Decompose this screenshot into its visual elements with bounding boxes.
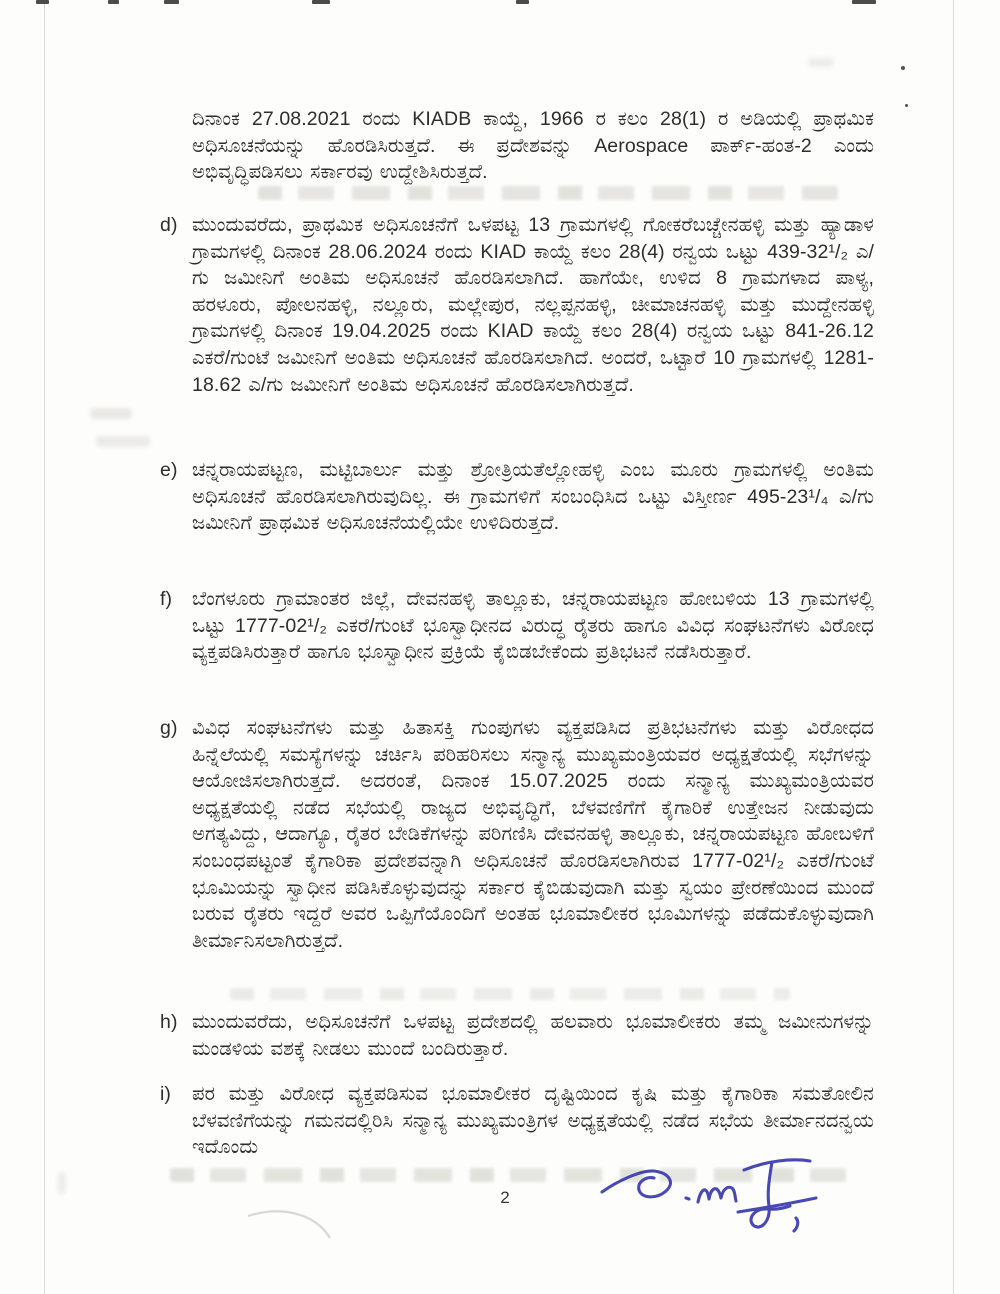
bleed-through-smudge — [90, 408, 132, 419]
bleed-through-text — [258, 186, 838, 200]
bleed-through-text — [230, 988, 790, 1000]
paragraph-d-text: ಮುಂದುವರೆದು, ಪ್ರಾಥಮಿಕ ಅಧಿಸೂಚನೆಗೆ ಒಳಪಟ್ಟ 13 ಗ್ರಾಮಗಳಲ್ಲಿ ಗೋಕರೆಬಚ್ಚೇನಹಳ್ಳಿ ಮತ್ತು ಹ್ಯಾಡಾಳ ಗ್ರಾಮಗಳಲ್ಲಿ ದಿನಾಂಕ 28.06.2024 ರಂದು KIAD ಕಾಯ್ದೆ ಕಲಂ 28(4) ರನ್ವಯ ಒಟ್ಟು 439-32¹/₂ ಎ/ಗು ಜಮೀನಿಗೆ ಅಂತಿಮ ಅಧಿಸೂಚನೆ ಹೊರಡಿಸಲಾಗಿದೆ. ಹಾಗೆಯೇ, ಉಳಿದ 8 ಗ್ರಾಮಗಳಾದ ಪಾಳ್ಯ, ಹರಳೂರು, ಪೋಲನಹಳ್ಳಿ, ನಲ್ಲೂರು, ಮಲ್ಲೇಪುರ, ನಲ್ಲಪ್ಪನಹಳ್ಳಿ, ಚೀಮಾಚನಹಳ್ಳಿ ಮತ್ತು ಮುದ್ದೇನಹಳ್ಳಿ ಗ್ರಾಮಗಳಲ್ಲಿ ದಿನಾಂಕ 19.04.2025 ರಂದು KIAD ಕಾಯ್ದೆ ಕಲಂ 28(4) ರನ್ವಯ ಒಟ್ಟು 841-26.12 ಎಕರೆ/ಗುಂಟೆ ಜಮೀನಿಗೆ ಅಂತಿಮ ಅಧಿಸೂಚನೆ ಹೊರಡಿಸಲಾಗಿದೆ. ಅಂದರೆ, ಒಟ್ಟಾರೆ 10 ಗ್ರಾಮಗಳಲ್ಲಿ 1281-18.62 ಎ/ಗು ಜಮೀನಿಗೆ ಅಂತಿಮ ಅಧಿಸೂಚನೆ ಹೊರಡಿಸಲಾಗಿರುತ್ತದೆ. — [192, 214, 874, 396]
paragraph-e-label: e) — [160, 459, 178, 481]
paragraph-i-text: ಪರ ಮತ್ತು ವಿರೋಧ ವ್ಯಕ್ತಪಡಿಸುವ ಭೂಮಾಲೀಕರ ದೃಷ್ಟಿಯಿಂದ ಕೃಷಿ ಮತ್ತು ಕೈಗಾರಿಕಾ ಸಮತೋಲಿನ ಬೆಳವಣಿಗೆಯನ್ನು ಗಮನದಲ್ಲಿರಿಸಿ ಸನ್ಮಾನ್ಯ ಮುಖ್ಯಮಂತ್ರಿಗಳ ಅಧ್ಯಕ್ಷತೆಯಲ್ಲಿ ನಡೆದ ಸಭೆಯ ತೀರ್ಮಾನದನ್ವಯ ಇದೊಂದು — [192, 1083, 874, 1159]
scan-artifact-dash — [852, 0, 876, 4]
intro-paragraph: ದಿನಾಂಕ 27.08.2021 ರಂದು KIADB ಕಾಯ್ದೆ, 1966 ರ ಕಲಂ 28(1) ರ ಅಡಿಯಲ್ಲಿ ಪ್ರಾಥಮಿಕ ಅಧಿಸೂಚನೆಯನ್ನು ಹೊರಡಿಸಿರುತ್ತದೆ. ಈ ಪ್ರದೇಶವನ್ನು Aerospace ಪಾರ್ಕ್-ಹಂತ-2 ಎಂದು ಅಭಿವೃದ್ಧಿಪಡಿಸಲು ಸರ್ಕಾರವು ಉದ್ದೇಶಿಸಿರುತ್ತದೆ. — [192, 108, 874, 184]
paragraph-e-text: ಚನ್ನರಾಯಪಟ್ಟಣ, ಮಟ್ಟಿಬಾರ್ಲು ಮತ್ತು ಶ್ರೋತ್ರಿಯತೆಲ್ಲೋಹಳ್ಳಿ ಎಂಬ ಮೂರು ಗ್ರಾಮಗಳಲ್ಲಿ ಅಂತಿಮ ಅಧಿಸೂಚನೆ ಹೊರಡಿಸಲಾಗಿರುವುದಿಲ್ಲ. ಈ ಗ್ರಾಮಗಳಿಗೆ ಸಂಬಂಧಿಸಿದ ಒಟ್ಟು ವಿಸ್ತೀರ್ಣ 495-23¹/₄ ಎ/ಗು ಜಮೀನಿಗೆ ಪ್ರಾಥಮಿಕ ಅಧಿಸೂಚನೆಯಲ್ಲಿಯೇ ಉಳಿದಿರುತ್ತದೆ. — [192, 459, 874, 535]
paragraph-g — [160, 715, 874, 954]
handwritten-signature — [596, 1146, 832, 1250]
bleed-through-smudge — [96, 436, 150, 447]
scan-artifact-dash — [312, 0, 330, 4]
paragraph-d — [160, 212, 874, 398]
paragraph-f — [160, 586, 874, 666]
bleed-through-smudge — [58, 1172, 66, 1194]
bleed-through-smudge — [808, 58, 834, 67]
paragraph-g-label: g) — [160, 717, 178, 739]
scan-artifact-dash — [164, 0, 179, 4]
paragraph-g-text: ವಿವಿಧ ಸಂಘಟನೆಗಳು ಮತ್ತು ಹಿತಾಸಕ್ತಿ ಗುಂಪುಗಳು ವ್ಯಕ್ತಪಡಿಸಿದ ಪ್ರತಿಭಟನೆಗಳು ಮತ್ತು ವಿರೋಧದ ಹಿನ್ನೆಲೆಯಲ್ಲಿ ಸಮಸ್ಯೆಗಳನ್ನು ಚರ್ಚಿಸಿ ಪರಿಹರಿಸಲು ಸನ್ಮಾನ್ಯ ಮುಖ್ಯಮಂತ್ರಿಯವರ ಅಧ್ಯಕ್ಷತೆಯಲ್ಲಿ ಸಭೆಗಳನ್ನು ಆಯೋಜಿಸಲಾಗಿರುತ್ತದೆ. ಅದರಂತೆ, ದಿನಾಂಕ 15.07.2025 ರಂದು ಸನ್ಮಾನ್ಯ ಮುಖ್ಯಮಂತ್ರಿಯವರ ಅಧ್ಯಕ್ಷತೆಯಲ್ಲಿ ನಡೆದ ಸಭೆಯಲ್ಲಿ ರಾಜ್ಯದ ಅಭಿವೃದ್ಧಿಗೆ, ಬೆಳವಣಿಗೆಗೆ ಕೈಗಾರಿಕೆ ಉತ್ತೇಜನ ನೀಡುವುದು ಅಗತ್ಯವಿದ್ದು, ಆದಾಗ್ಯೂ, ರೈತರ ಬೇಡಿಕೆಗಳನ್ನು ಪರಿಗಣಿಸಿ ದೇವನಹಳ್ಳಿ ತಾಲ್ಲೂಕು, ಚನ್ನರಾಯಪಟ್ಟಣ ಹೋಬಳಿಗೆ ಸಂಬಂಧಪಟ್ಟಂತೆ ಕೈಗಾರಿಕಾ ಪ್ರದೇಶವನ್ನಾಗಿ ಅಧಿಸೂಚನೆ ಹೊರಡಿಸಲಾಗಿರುವ 1777-02¹/₂ ಎಕರೆ/ಗುಂಟೆ ಭೂಮಿಯನ್ನು ಸ್ವಾಧೀನ ಪಡಿಸಿಕೊಳ್ಳುವುದನ್ನು ಸರ್ಕಾರ ಕೈಬಿಡುವುದಾಗಿ ಮತ್ತು ಸ್ವಯಂ ಪ್ರೇರಣೆಯಿಂದ ಮುಂದೆ ಬರುವ ರೈತರು ಇದ್ದರೆ ಅವರ ಒಪ್ಪಿಗೆಯೊಂದಿಗೆ ಅಂತಹ ಭೂಮಾಲೀಕರ ಭೂಮಿಗಳನ್ನು ಪಡೆದುಕೊಳ್ಳುವುದಾಗಿ ತೀರ್ಮಾನಿಸಲಾಗಿರುತ್ತದೆ. — [192, 717, 874, 952]
scan-artifact-dash — [36, 0, 49, 4]
paragraph-f-label: f) — [160, 588, 173, 610]
scan-speck — [905, 104, 908, 107]
scan-artifact-dash — [516, 0, 529, 4]
scan-edge-line-left — [44, 0, 45, 1294]
paragraph-e — [160, 457, 874, 537]
paragraph-h-text: ಮುಂದುವರೆದು, ಅಧಿಸೂಚನೆಗೆ ಒಳಪಟ್ಟ ಪ್ರದೇಶದಲ್ಲಿ ಹಲವಾರು ಭೂಮಾಲೀಕರು ತಮ್ಮ ಜಮೀನುಗಳನ್ನು ಮಂಡಳಿಯ ವಶಕ್ಕೆ ನೀಡಲು ಮುಂದೆ ಬಂದಿರುತ್ತಾರೆ. — [192, 1011, 874, 1060]
page-number: 2 — [500, 1188, 510, 1207]
scan-speck — [901, 66, 905, 70]
paragraph-h — [160, 1009, 874, 1062]
scan-edge-line-right — [953, 0, 954, 1294]
scan-artifact-dash — [108, 0, 119, 4]
paragraph-h-label: h) — [160, 1011, 178, 1033]
paragraph-i-label: i) — [160, 1083, 172, 1105]
paragraph-f-text: ಬೆಂಗಳೂರು ಗ್ರಾಮಾಂತರ ಜಿಲ್ಲೆ, ದೇವನಹಳ್ಳಿ ತಾಲ್ಲೂಕು, ಚನ್ನರಾಯಪಟ್ಟಣ ಹೋಬಳಿಯ 13 ಗ್ರಾಮಗಳಲ್ಲಿ ಒಟ್ಟು 1777-02¹/₂ ಎಕರೆ/ಗುಂಟೆ ಭೂಸ್ವಾಧೀನದ ವಿರುದ್ಧ ರೈತರು ಹಾಗೂ ವಿವಿಧ ಸಂಘಟನೆಗಳು ವಿರೋಧ ವ್ಯಕ್ತಪಡಿಸಿರುತ್ತಾರೆ ಹಾಗೂ ಭೂಸ್ವಾಧೀನ ಪ್ರಕ್ರಿಯೆ ಕೈಬಿಡಬೇಕೆಂದು ಪ್ರತಿಭಟನೆ ನಡೆಸಿರುತ್ತಾರೆ. — [192, 588, 874, 664]
paragraph-d-label: d) — [160, 214, 178, 236]
bleed-through-curve — [240, 1198, 360, 1248]
